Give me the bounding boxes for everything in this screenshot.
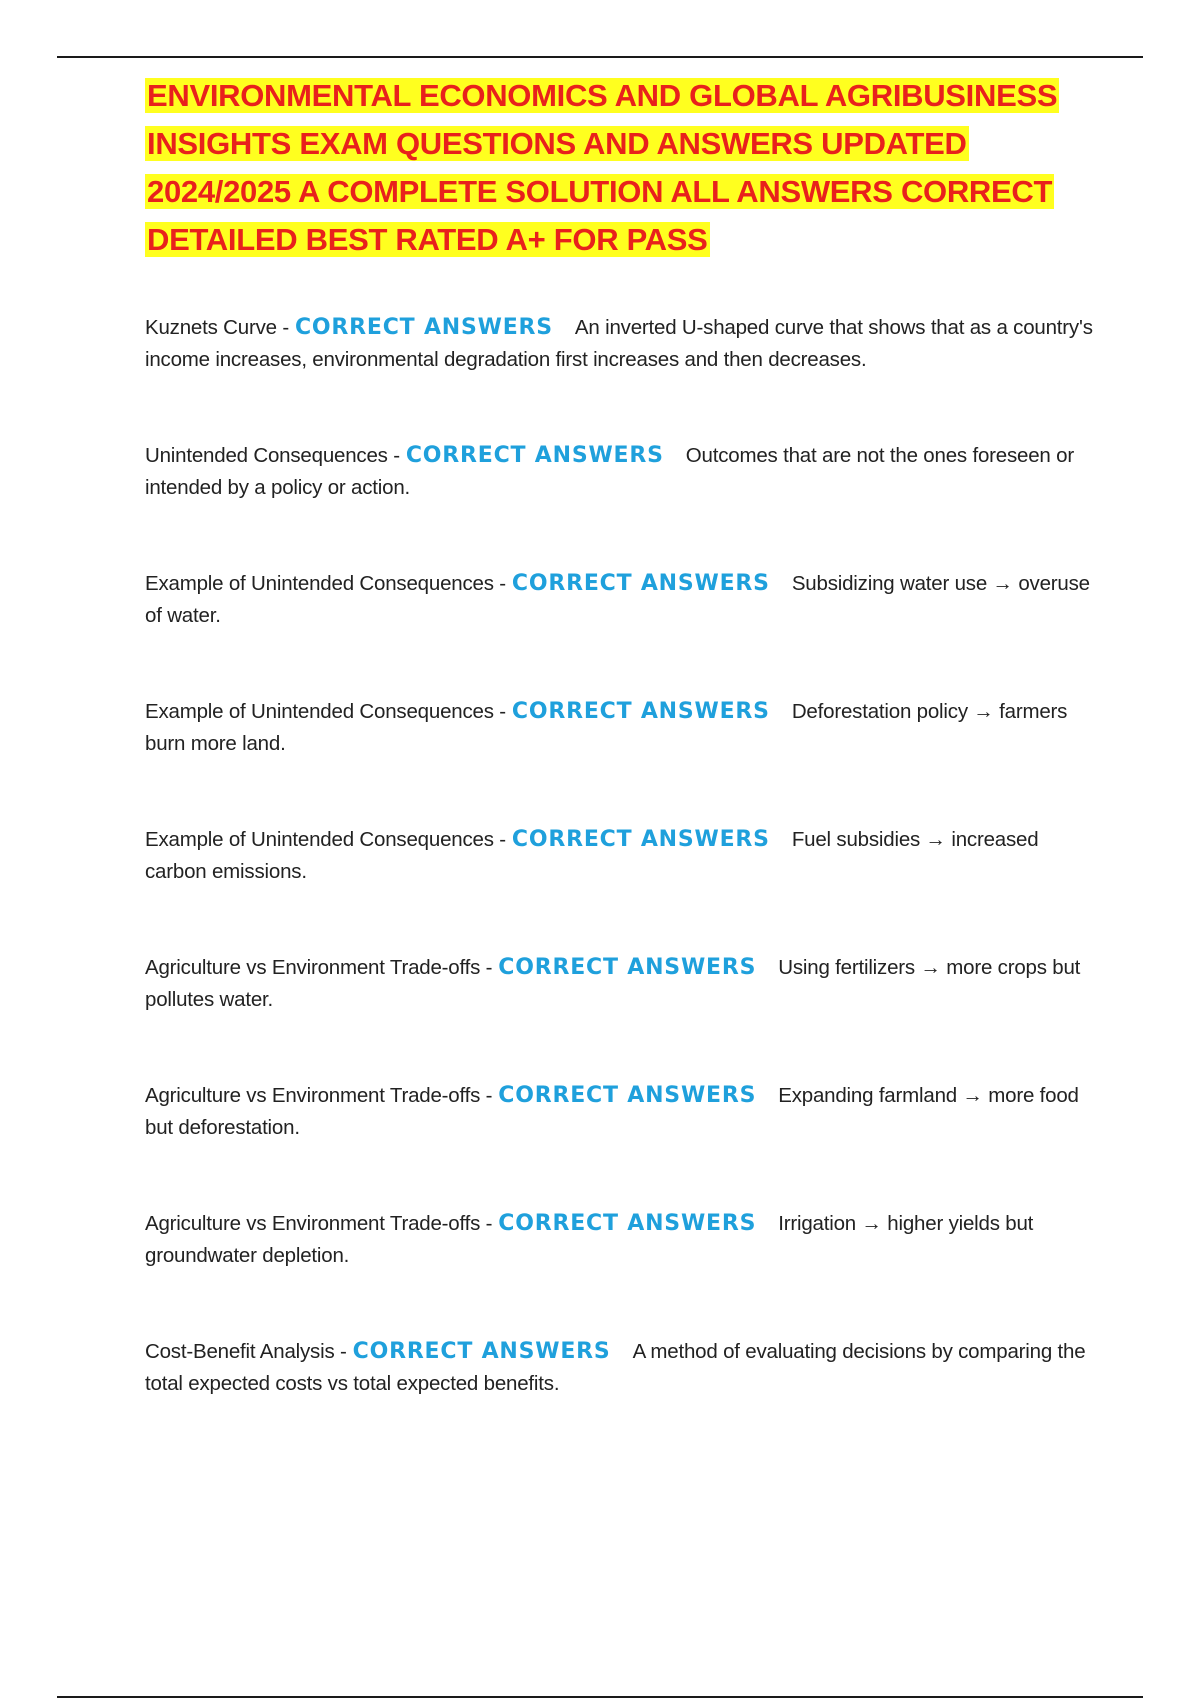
qa-item-agri-tradeoff bbox=[145, 952, 1095, 1016]
correct-answers-tag: CORRECT ANSWERS bbox=[511, 699, 770, 724]
qa-term: Kuznets Curve - bbox=[145, 316, 289, 339]
qa-term: Agriculture vs Environment Trade-offs - bbox=[145, 1084, 493, 1107]
correct-answers-tag: CORRECT ANSWERS bbox=[294, 315, 553, 340]
qa-answer: Irrigation → higher yields but groundwater depletion. bbox=[145, 1212, 1034, 1267]
qa-list bbox=[145, 312, 1095, 1400]
qa-item-unintended-example bbox=[145, 824, 1095, 888]
header-rule bbox=[57, 56, 1143, 58]
title-line: 2024/2025 A COMPLETE SOLUTION ALL ANSWERS CORRECT bbox=[147, 174, 1053, 209]
qa-answer: Expanding farmland → more food but deforestation. bbox=[145, 1084, 1079, 1139]
qa-answer: Fuel subsidies → increased carbon emissions. bbox=[145, 828, 1039, 883]
qa-item-agri-tradeoff bbox=[145, 1208, 1095, 1272]
qa-term: Agriculture vs Environment Trade-offs - bbox=[145, 956, 493, 979]
qa-term: Example of Unintended Consequences - bbox=[145, 572, 506, 595]
qa-term: Unintended Consequences - bbox=[145, 444, 400, 467]
qa-term: Cost-Benefit Analysis - bbox=[145, 1340, 347, 1363]
correct-answers-tag: CORRECT ANSWERS bbox=[405, 443, 664, 468]
correct-answers-tag: CORRECT ANSWERS bbox=[498, 1083, 757, 1108]
qa-answer: Outcomes that are not the ones foreseen or intended by a policy or action. bbox=[145, 444, 1074, 499]
qa-answer: An inverted U-shaped curve that shows that as a country's income increases, environmental degradation first increases and then decreases. bbox=[145, 316, 1093, 371]
title-line: ENVIRONMENTAL ECONOMICS AND GLOBAL AGRIBUSINESS bbox=[147, 78, 1058, 113]
title-line: DETAILED BEST RATED A+ FOR PASS bbox=[147, 222, 708, 257]
qa-term: Example of Unintended Consequences - bbox=[145, 828, 506, 851]
footer-rule bbox=[57, 1696, 1143, 1698]
qa-item-unintended-example bbox=[145, 568, 1095, 632]
qa-term: Agriculture vs Environment Trade-offs - bbox=[145, 1212, 493, 1235]
qa-item-kuznets-curve bbox=[145, 312, 1095, 376]
correct-answers-tag: CORRECT ANSWERS bbox=[498, 955, 757, 980]
document-title bbox=[145, 72, 1095, 264]
correct-answers-tag: CORRECT ANSWERS bbox=[511, 827, 770, 852]
qa-item-unintended-consequences bbox=[145, 440, 1095, 504]
qa-answer: Subsidizing water use → overuse of water. bbox=[145, 572, 1090, 627]
title-line: INSIGHTS EXAM QUESTIONS AND ANSWERS UPDATED bbox=[147, 126, 967, 161]
correct-answers-tag: CORRECT ANSWERS bbox=[352, 1339, 611, 1364]
qa-answer: Using fertilizers → more crops but pollutes water. bbox=[145, 956, 1081, 1011]
qa-item-unintended-example bbox=[145, 696, 1095, 760]
document-body bbox=[145, 72, 1095, 1464]
qa-answer: Deforestation policy → farmers burn more land. bbox=[145, 700, 1068, 755]
qa-item-cost-benefit-analysis bbox=[145, 1336, 1095, 1400]
correct-answers-tag: CORRECT ANSWERS bbox=[498, 1211, 757, 1236]
qa-answer: A method of evaluating decisions by comparing the total expected costs vs total expected benefits. bbox=[145, 1340, 1086, 1395]
qa-item-agri-tradeoff bbox=[145, 1080, 1095, 1144]
qa-term: Example of Unintended Consequences - bbox=[145, 700, 506, 723]
correct-answers-tag: CORRECT ANSWERS bbox=[511, 571, 770, 596]
